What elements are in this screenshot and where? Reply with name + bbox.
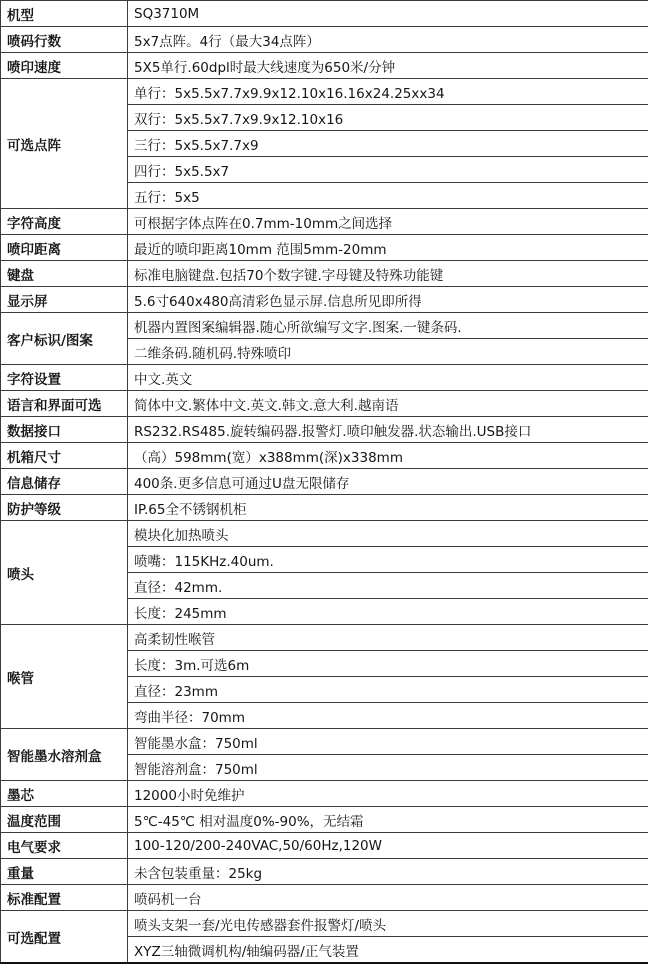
table-row — [1, 729, 648, 755]
table-row — [1, 235, 648, 261]
spec-label-data-interface: 数据接口 — [1, 417, 128, 443]
spec-value: 高柔韧性喉管 — [128, 625, 648, 651]
table-row — [1, 495, 648, 521]
spec-value: 五行：5x5 — [128, 183, 648, 209]
spec-label-print-lines: 喷码行数 — [1, 27, 128, 53]
table-row — [1, 521, 648, 547]
spec-value: RS232.RS485.旋转编码器.报警灯.喷印触发器.状态输出.USB接口 — [128, 417, 648, 443]
table-row — [1, 1, 648, 27]
spec-label-print-distance: 喷印距离 — [1, 235, 128, 261]
spec-label-dot-matrix-options: 可选点阵 — [1, 79, 128, 209]
spec-value: 最近的喷印距离10mm 范围5mm-20mm — [128, 235, 648, 261]
table-row — [1, 911, 648, 937]
table-row — [1, 79, 648, 105]
spec-value: 三行：5x5.5x7.7x9 — [128, 131, 648, 157]
table-row — [1, 417, 648, 443]
spec-value: 喷嘴：115KHz.40um. — [128, 547, 648, 573]
table-row — [1, 833, 648, 859]
table-row — [1, 209, 648, 235]
spec-label-weight: 重量 — [1, 859, 128, 885]
spec-value: 喷头支架一套/光电传感器套件报警灯/喷头 — [128, 911, 648, 937]
spec-value: 12000小时免维护 — [128, 781, 648, 807]
spec-value: 模块化加热喷头 — [128, 521, 648, 547]
table-row — [1, 443, 648, 469]
spec-label-electrical: 电气要求 — [1, 833, 128, 859]
spec-value: 长度：245mm — [128, 599, 648, 625]
table-row — [1, 859, 648, 885]
spec-label-model: 机型 — [1, 1, 128, 27]
spec-label-smart-ink-solvent-box: 智能墨水溶剂盒 — [1, 729, 128, 781]
spec-value: 5X5单行.60dpl时最大线速度为650米/分钟 — [128, 53, 648, 79]
spec-value: 标准电脑键盘.包括70个数字键.字母键及特殊功能键 — [128, 261, 648, 287]
spec-value: 智能溶剂盒：750ml — [128, 755, 648, 781]
spec-label-keyboard: 键盘 — [1, 261, 128, 287]
spec-label-printhead: 喷头 — [1, 521, 128, 625]
table-row — [1, 27, 648, 53]
table-row — [1, 391, 648, 417]
spec-value: 可根据字体点阵在0.7mm-10mm之间选择 — [128, 209, 648, 235]
spec-value: 400条.更多信息可通过U盘无限储存 — [128, 469, 648, 495]
spec-label-cabinet-size: 机箱尺寸 — [1, 443, 128, 469]
spec-value: 喷码机一台 — [128, 885, 648, 911]
spec-label-print-speed: 喷印速度 — [1, 53, 128, 79]
spec-label-protection-rating: 防护等级 — [1, 495, 128, 521]
table-row — [1, 287, 648, 313]
spec-value: 四行：5x5.5x7 — [128, 157, 648, 183]
spec-value: 二维条码.随机码.特殊喷印 — [128, 339, 648, 365]
spec-label-logo-graphics: 客户标识/图案 — [1, 313, 128, 365]
spec-label-ink-core: 墨芯 — [1, 781, 128, 807]
table-row — [1, 885, 648, 911]
spec-value: 5.6寸640x480高清彩色显示屏.信息所见即所得 — [128, 287, 648, 313]
spec-value: 直径：42mm. — [128, 573, 648, 599]
spec-value: 机器内置图案编辑器.随心所欲编写文字.图案.一键条码. — [128, 313, 648, 339]
table-row — [1, 53, 648, 79]
table-row — [1, 807, 648, 833]
spec-value: （高）598mm(宽）x388mm(深)x338mm — [128, 443, 648, 469]
spec-label-languages: 语言和界面可选 — [1, 391, 128, 417]
spec-value: 弯曲半径：70mm — [128, 703, 648, 729]
table-row — [1, 469, 648, 495]
spec-label-standard-config: 标准配置 — [1, 885, 128, 911]
table-row — [1, 261, 648, 287]
spec-label-umbilical: 喉管 — [1, 625, 128, 729]
spec-value: IP.65全不锈钢机柜 — [128, 495, 648, 521]
spec-value: XYZ三轴微调机构/轴编码器/正气装置 — [128, 937, 648, 964]
spec-value: 直径：23mm — [128, 677, 648, 703]
spec-value: 简体中文.繁体中文.英文.韩文.意大利.越南语 — [128, 391, 648, 417]
spec-value: 5℃-45℃ 相对温度0%-90%，无结霜 — [128, 807, 648, 833]
spec-value: 双行：5x5.5x7.7x9.9x12.10x16 — [128, 105, 648, 131]
table-row — [1, 781, 648, 807]
spec-value: 100-120/200-240VAC,50/60Hz,120W — [128, 833, 648, 859]
spec-value: 单行：5x5.5x7.7x9.9x12.10x16.16x24.25xx34 — [128, 79, 648, 105]
table-row — [1, 313, 648, 339]
spec-value: 5x7点阵。4行（最大34点阵） — [128, 27, 648, 53]
spec-label-char-height: 字符高度 — [1, 209, 128, 235]
spec-label-message-storage: 信息储存 — [1, 469, 128, 495]
table-row — [1, 625, 648, 651]
spec-value: SQ3710M — [128, 1, 648, 27]
table-row — [1, 365, 648, 391]
spec-value: 长度：3m.可选6m — [128, 651, 648, 677]
spec-label-temperature-range: 温度范围 — [1, 807, 128, 833]
spec-value: 未含包装重量：25kg — [128, 859, 648, 885]
spec-label-optional-config: 可选配置 — [1, 911, 128, 964]
spec-label-display: 显示屏 — [1, 287, 128, 313]
spec-value: 中文.英文 — [128, 365, 648, 391]
spec-value: 智能墨水盒：750ml — [128, 729, 648, 755]
spec-label-char-set: 字符设置 — [1, 365, 128, 391]
